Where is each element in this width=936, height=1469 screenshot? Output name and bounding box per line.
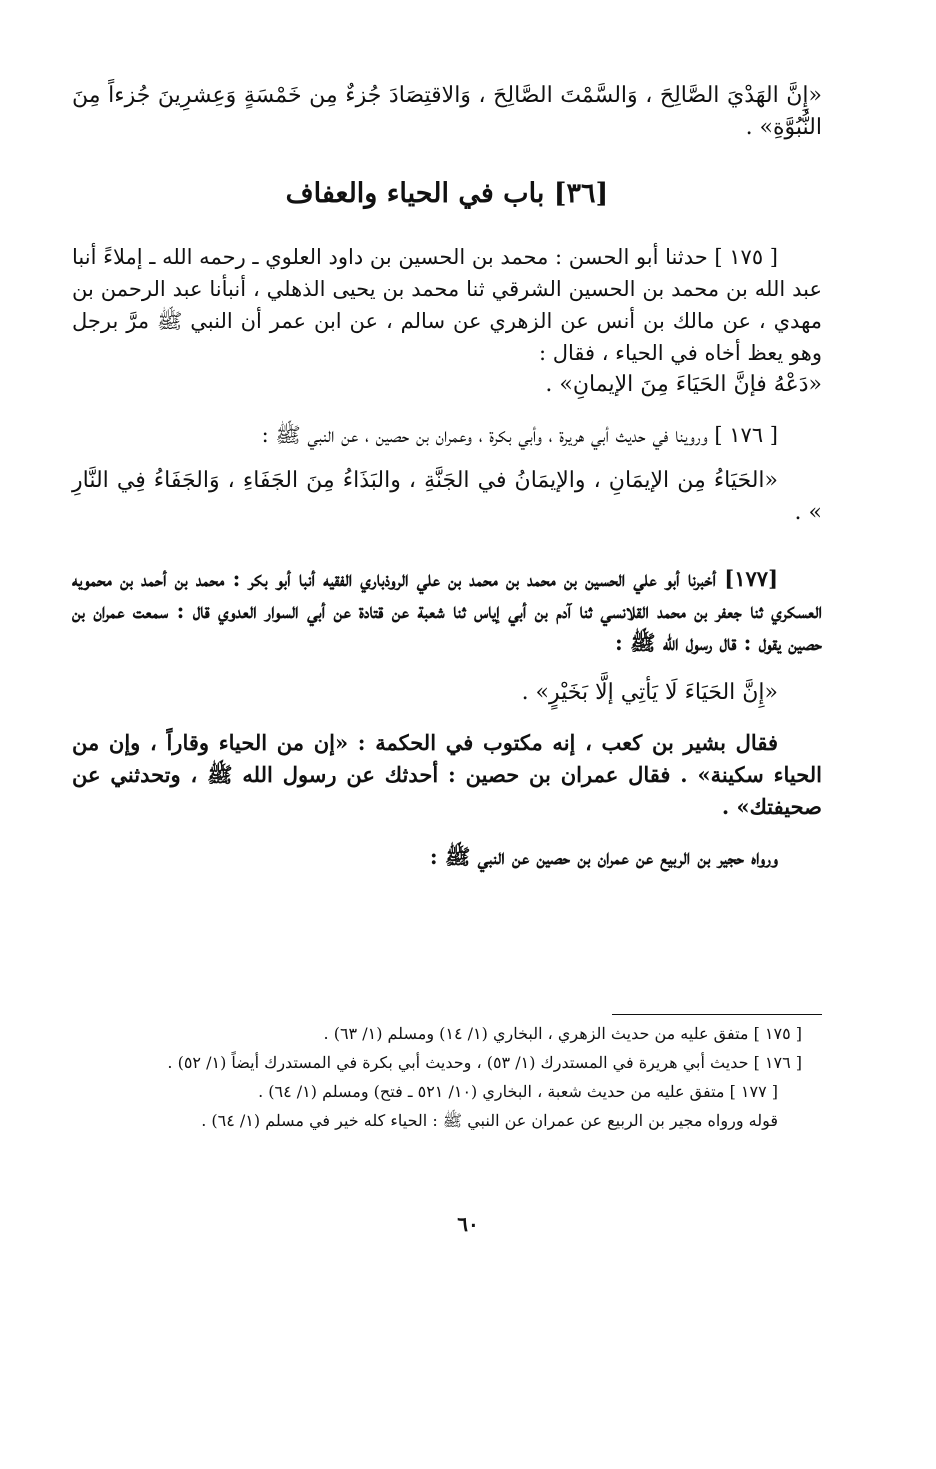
opening-quote: «إِنَّ الهَدْيَ الصَّالِحَ ، وَالسَّمْتَ الصَّالِحَ ، وَالاقتِصَادَ جُزءٌ مِن خَمْسَةٍ وَعِشرِينَ جُزءاً مِنَ النُّبُوَّةِ» . xyxy=(72,83,822,140)
hadith-176-quote: «الحَيَاءُ مِن الإيمَانِ ، والإيمَانُ في الجَنَّةِ ، والبَذَاءُ مِنَ الجَفَاءِ ، وَالجَفَاءُ فِي النَّارِ » . xyxy=(72,468,822,525)
footnote-separator xyxy=(612,1014,822,1015)
hadith-175-text: [ ١٧٥ ] حدثنا أبو الحسن : محمد بن الحسين بن داود العلوي ـ رحمه الله ـ إملاءً أنبا عبد الله بن محمد بن الحسين الشرقي ثنا محمد بن يحيى الذهلي ، أنبأنا عبد الرحمن بن مهدي ، عن مالك بن أنس عن الزهري عن سالم ، عن ابن عمر أن النبي ﷺ مرَّ برجل وهو يعظ أخاه في الحياء ، فقال : xyxy=(71,245,822,365)
page-body xyxy=(72,80,822,891)
hadith-177-quote: «إِنَّ الحَيَاءَ لَا يَأتِي إلَّا بَخَيْرٍ» . xyxy=(521,680,778,705)
hadith-177-riwaya: ورواه حجير بن الربيع عن عمران بن حصين عن النبي ﷺ : xyxy=(429,844,778,869)
footnote-175: [ ١٧٥ ] متفق عليه من حديث الزهري ، البخاري (١/ ١٤) ومسلم (١/ ٦٣) . xyxy=(323,1024,802,1043)
chapter-heading: [٣٦] باب في الحياء والعفاف xyxy=(285,178,609,209)
hadith-175 xyxy=(72,241,822,401)
hadith-176-text: [ ١٧٦ ] وروينا في حديث أبي هريرة ، وأبي بكرة ، وعمران بن حصين ، عن النبي ﷺ : xyxy=(261,423,778,447)
footnote-177-note: قوله ورواه مجير بن الربيع عن عمران عن النبي ﷺ : الحياء كله خير في مسلم (١/ ٦٤) . xyxy=(201,1111,778,1130)
hadith-175-quote: «دَعْهُ فإنَّ الحَيَاءَ مِنَ الإيمانِ» . xyxy=(545,372,822,397)
footnote-177: [ ١٧٧ ] متفق عليه من حديث شعبة ، البخاري (١٠/ ٥٢١ ـ فتح) ومسلم (١/ ٦٤) . xyxy=(258,1082,778,1101)
page-number: ٦٠ xyxy=(457,1212,479,1236)
hadith-176 xyxy=(72,419,822,451)
footnote-176: [ ١٧٦ ] حديث أبي هريرة في المستدرك (١/ ٥٣) ، وحديث أبي بكرة في المستدرك أيضاً (١/ ٥٢) . xyxy=(167,1053,802,1072)
hadith-177: [١٧٧] أخبرنا أبو علي الحسين بن محمد بن محمد بن علي الروذباري الفقيه أنبا أبو بكر : محمد بن أحمد بن محمويه العسكري ثنا جعفر بن محمد القلانسي ثنا آدم بن أبي إياس ثنا شعبة عن قتادة عن أبي السوار العدوي قال : سمعت عمران بن حصين يقول : قال رسول الله ﷺ : xyxy=(72,566,822,655)
hadith-177-continuation: فقال بشير بن كعب ، إنه مكتوب في الحكمة : «إن من الحياء وقاراً ، وإن من الحياء سكينة» . فقال عمران بن حصين : أحدثك عن رسول الله ﷺ ، وتحدثني عن صحيفتك» . xyxy=(72,730,822,819)
footnotes xyxy=(72,1020,822,1136)
